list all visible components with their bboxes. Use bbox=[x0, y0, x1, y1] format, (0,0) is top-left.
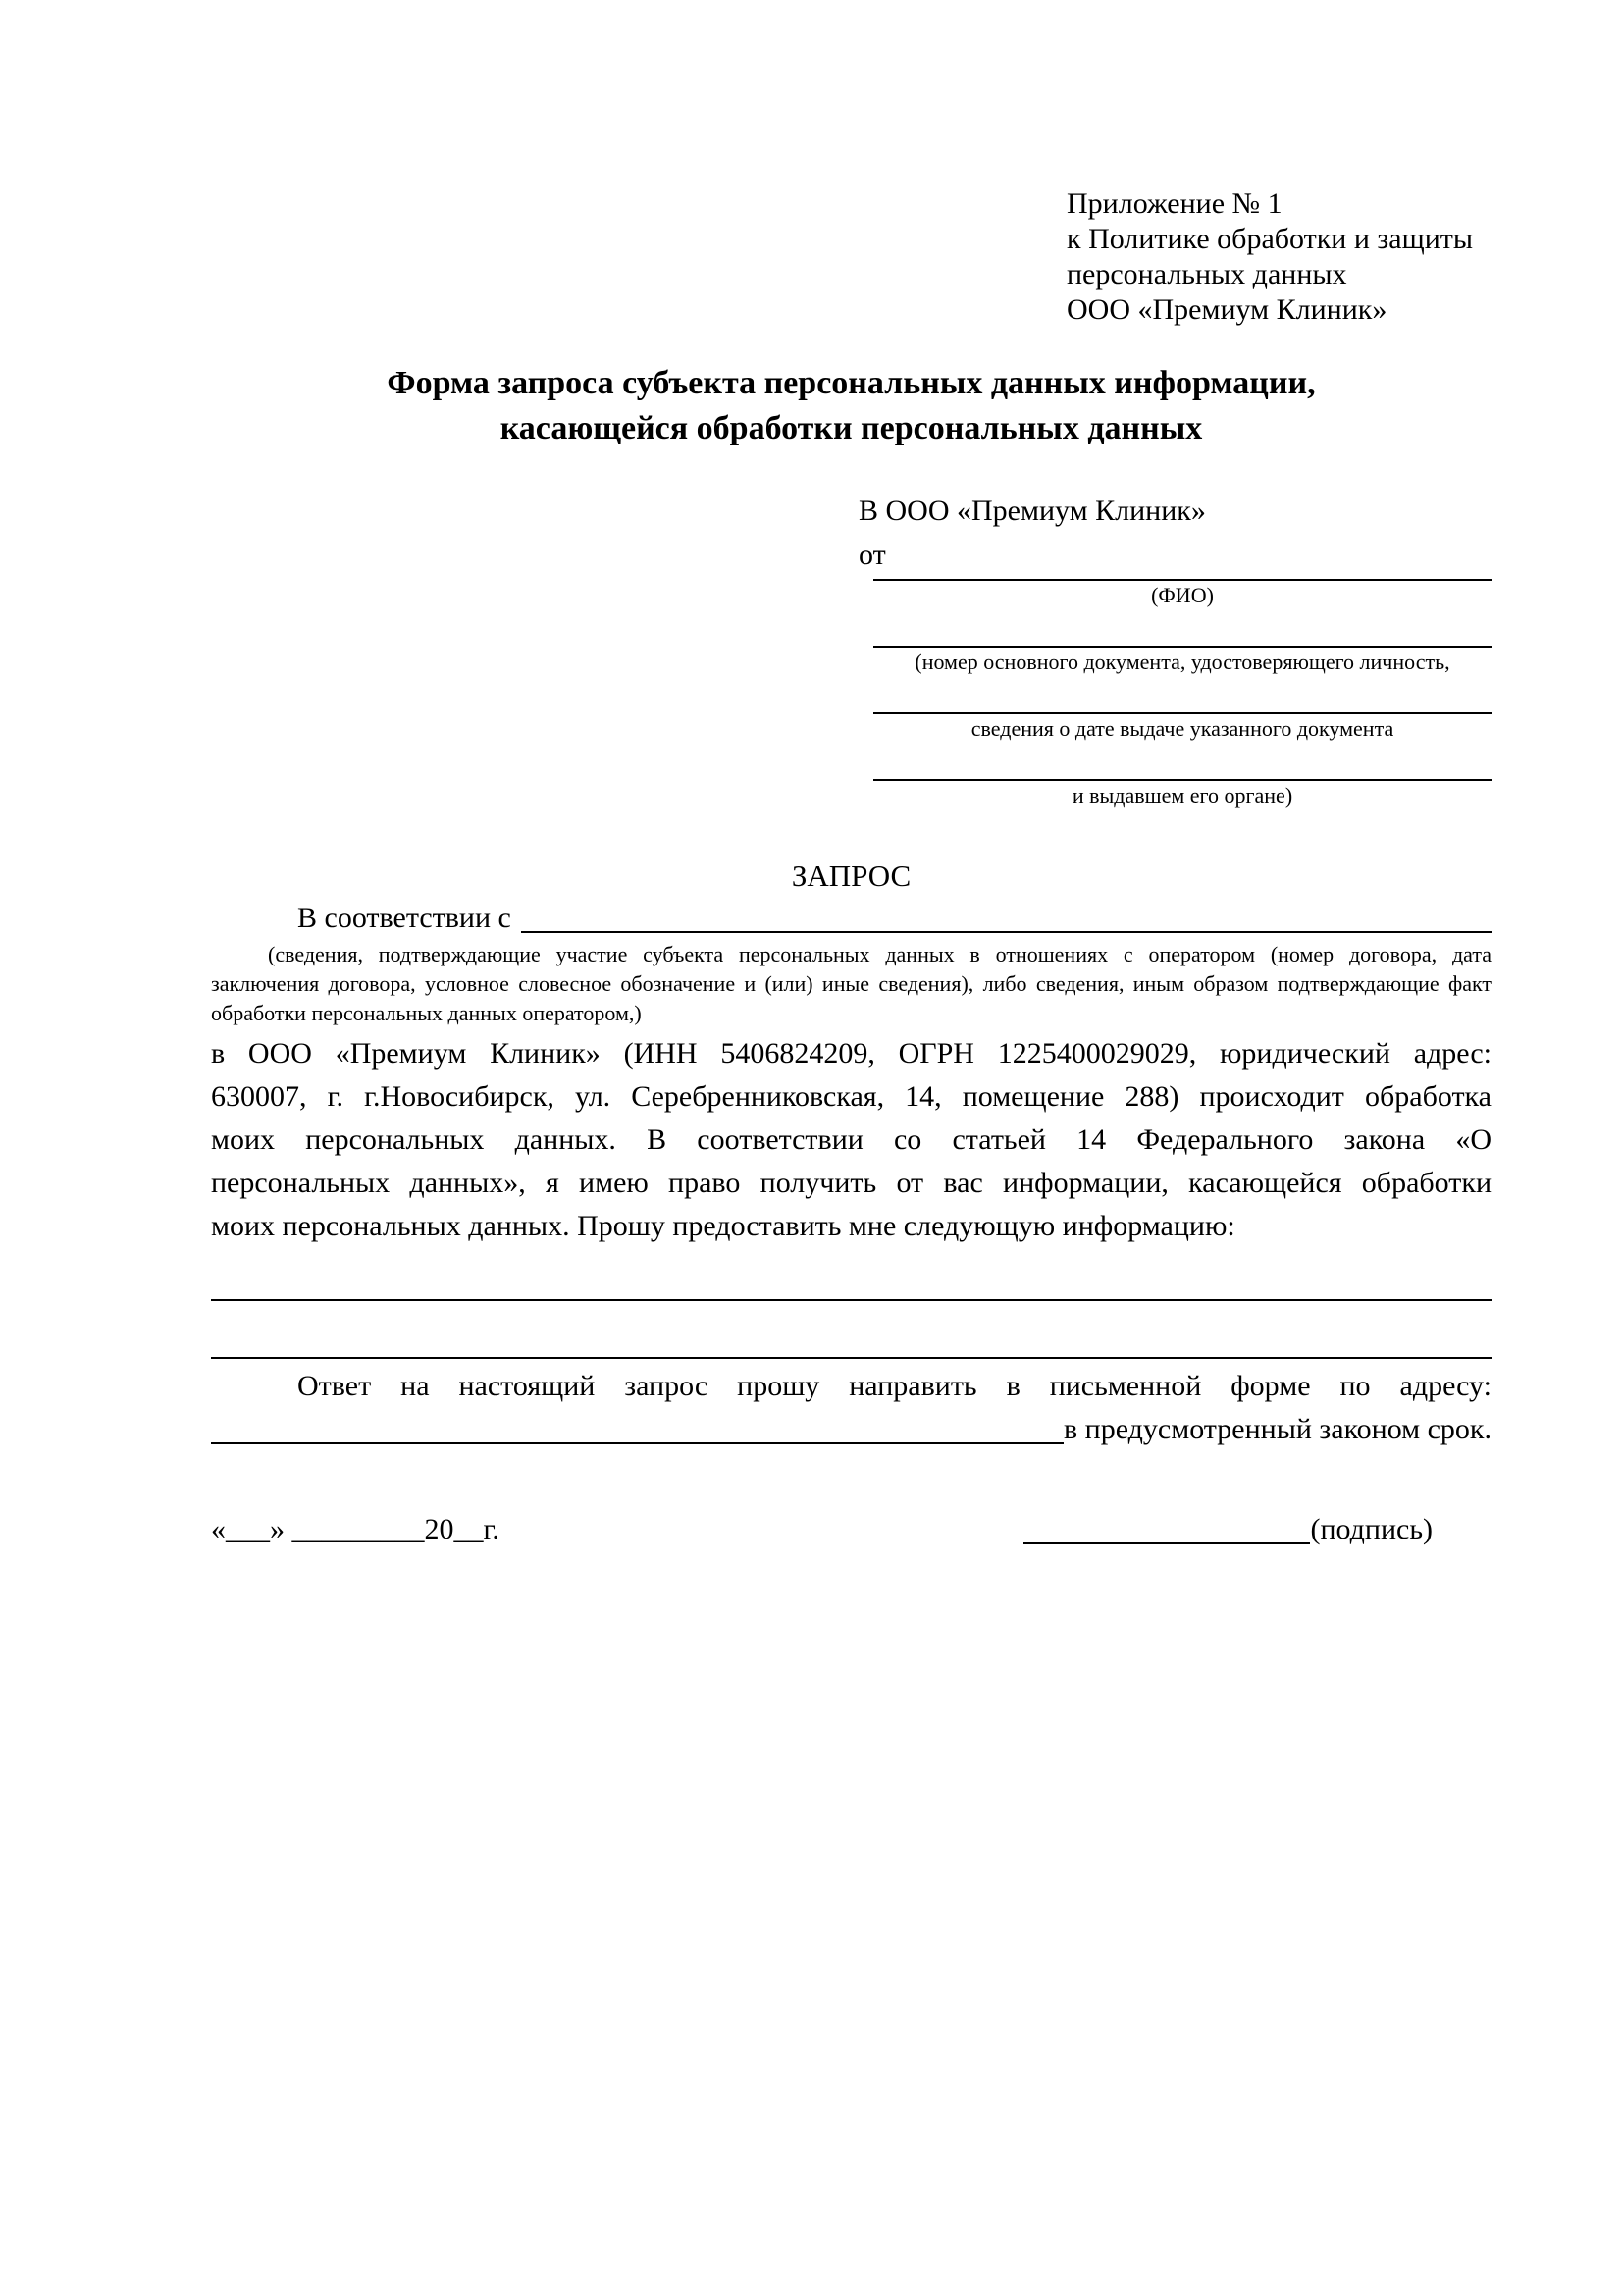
note-line-1: (сведения, подтверждающие участие субъекта персональных данных в отношениях с оператором (номер договора, дата bbox=[268, 942, 1492, 966]
issue-date-caption: сведения о дате выдаче указанного документа bbox=[970, 716, 1394, 741]
document-title bbox=[211, 361, 1492, 451]
issuing-authority-caption: и выдавшем его органе) bbox=[1072, 783, 1293, 808]
date-field: «___» _________20__г. bbox=[211, 1513, 499, 1545]
doc-number-caption: (номер основного документа, удостоверяющего личность, bbox=[915, 650, 1450, 674]
document-title-line-1: Форма запроса субъекта персональных данных информации, bbox=[387, 365, 1316, 401]
appendix-line-1: Приложение № 1 bbox=[1067, 187, 1283, 220]
body-line-3: моих персональных данных. В соответствии со статьей 14 Федерального закона «О bbox=[211, 1123, 1492, 1156]
addressee-to: В ООО «Премиум Клиник» bbox=[859, 495, 1206, 527]
reply-deadline-line bbox=[211, 1408, 1492, 1451]
request-body bbox=[211, 1032, 1492, 1248]
reply-address-line: Ответ на настоящий запрос прошу направить в письменной форме по адресу: bbox=[297, 1370, 1492, 1402]
addressee-fields bbox=[873, 577, 1492, 810]
reply-address-write-line bbox=[211, 1442, 1064, 1444]
appendix-line-4: ООО «Премиум Клиник» bbox=[1067, 293, 1387, 326]
reply-deadline-text: в предусмотренный законом срок. bbox=[1064, 1413, 1492, 1445]
info-blank-line-2 bbox=[211, 1357, 1492, 1359]
appendix-line-2: к Политике обработки и защиты bbox=[1067, 223, 1474, 255]
date-signature-row bbox=[211, 1508, 1492, 1551]
fio-caption: (ФИО) bbox=[1151, 583, 1214, 607]
addressee-from-label: от bbox=[859, 539, 886, 571]
body-line-5: моих персональных данных. Прошу предоставить мне следующую информацию: bbox=[211, 1210, 1235, 1242]
document-content bbox=[211, 0, 1492, 1551]
body-line-2: 630007, г. г.Новосибирск, ул. Серебренниковская, 14, помещение 288) происходит обработка bbox=[211, 1080, 1492, 1113]
document-title-line-2: касающейся обработки персональных данных bbox=[499, 410, 1203, 446]
doc-number-write-line bbox=[873, 610, 1492, 648]
issuing-authority-write-line bbox=[873, 744, 1492, 781]
info-blank-line-1 bbox=[211, 1299, 1492, 1301]
request-heading: ЗАПРОС bbox=[791, 859, 912, 893]
accordance-write-line bbox=[521, 931, 1492, 933]
note-line-3: обработки персональных данных оператором,) bbox=[211, 1001, 642, 1025]
signature-caption: (подпись) bbox=[1310, 1513, 1433, 1545]
addressee-block bbox=[859, 489, 1492, 577]
issue-date-write-line bbox=[873, 677, 1492, 714]
appendix-block bbox=[1067, 186, 1492, 328]
note-line-2: заключения договора, условное словесное обозначение и (или) иные сведения), либо сведения, иным образом подтверждающие факт bbox=[211, 971, 1492, 996]
signature-write-line bbox=[1023, 1542, 1310, 1544]
body-line-4: персональных данных», я имею право получить от вас информации, касающейся обработки bbox=[211, 1167, 1492, 1199]
explanatory-note bbox=[211, 940, 1492, 1028]
body-line-1: в ООО «Премиум Клиник» (ИНН 5406824209, ОГРН 1225400029029, юридический адрес: bbox=[211, 1037, 1492, 1070]
appendix-line-3: персональных данных bbox=[1067, 258, 1347, 290]
accordance-line bbox=[211, 897, 1492, 940]
accordance-prefix: В соответствии с bbox=[297, 902, 511, 934]
